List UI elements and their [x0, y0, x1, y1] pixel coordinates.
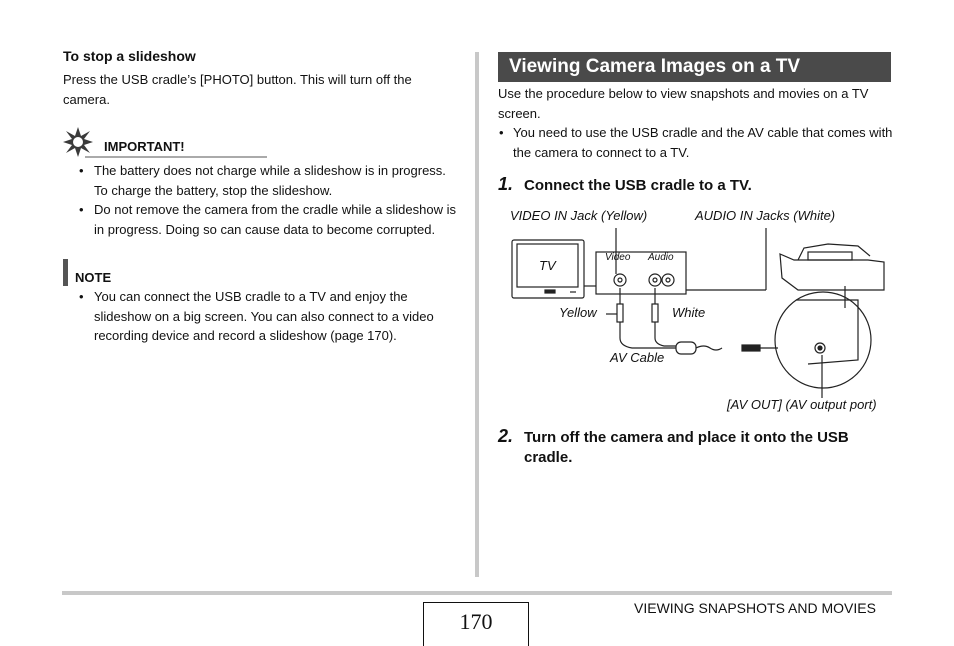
footer-rule: [62, 591, 892, 595]
tv-intro-text: Use the procedure below to view snapshots and movies on a TV screen.: [498, 86, 869, 121]
step-2: [498, 428, 893, 468]
video-in-label: VIDEO IN Jack (Yellow): [510, 208, 648, 223]
step-text: Turn off the camera and place it onto the USB cradle.: [524, 429, 849, 466]
stop-slideshow-text: Press the USB cradle’s [PHOTO] button. This will turn off the camera.: [63, 72, 412, 107]
list-item: • Do not remove the camera from the cradle while a slideshow is in progress. Doing so can cause data to become corrupted.: [63, 200, 458, 239]
tv-label: TV: [539, 258, 556, 273]
list-item: • You need to use the USB cradle and the AV cable that comes with the camera to connect to a TV.: [498, 123, 893, 162]
step-text: Connect the USB cradle to a TV.: [524, 177, 752, 194]
step-2-container: [498, 428, 893, 468]
section-title: Viewing Camera Images on a TV: [498, 52, 891, 82]
step-1: [498, 176, 893, 196]
starburst-icon: [63, 127, 93, 157]
step-number: 1.: [498, 174, 514, 194]
av-out-label: [AV OUT] (AV output port): [727, 397, 877, 412]
step-number: 2.: [498, 426, 514, 446]
white-plug-label: White: [672, 305, 706, 320]
important-header: [63, 135, 458, 159]
av-cable-label: AV Cable: [610, 350, 665, 365]
right-column: [498, 52, 893, 196]
audio-in-label: AUDIO IN Jacks (White): [695, 208, 836, 223]
important-label: IMPORTANT!: [104, 139, 185, 154]
audio-jack-label: Audio: [648, 252, 674, 263]
note-list: [63, 287, 458, 346]
list-item: • The battery does not charge while a slideshow is in progress. To charge the battery, stop the slideshow.: [63, 161, 458, 200]
list-item: • You can connect the USB cradle to a TV and enjoy the slideshow on a big screen. You can also connect to a video recording device and record a slideshow (page 170).: [63, 287, 458, 346]
note-label: NOTE: [75, 270, 112, 285]
footer-section-title: VIEWING SNAPSHOTS AND MOVIES: [634, 600, 876, 616]
video-jack-label: Video: [605, 252, 631, 263]
connection-diagram: [498, 200, 898, 430]
left-column: [63, 48, 458, 346]
important-list: [63, 161, 458, 239]
note-header: [63, 259, 458, 287]
yellow-plug-label: Yellow: [559, 305, 597, 320]
tv-bullet-list: [498, 123, 893, 162]
stop-slideshow-heading: To stop a slideshow: [63, 48, 196, 64]
column-divider: [475, 52, 479, 577]
important-underline: [85, 156, 267, 158]
note-bar: [63, 259, 68, 286]
page-number: 170: [423, 602, 529, 646]
